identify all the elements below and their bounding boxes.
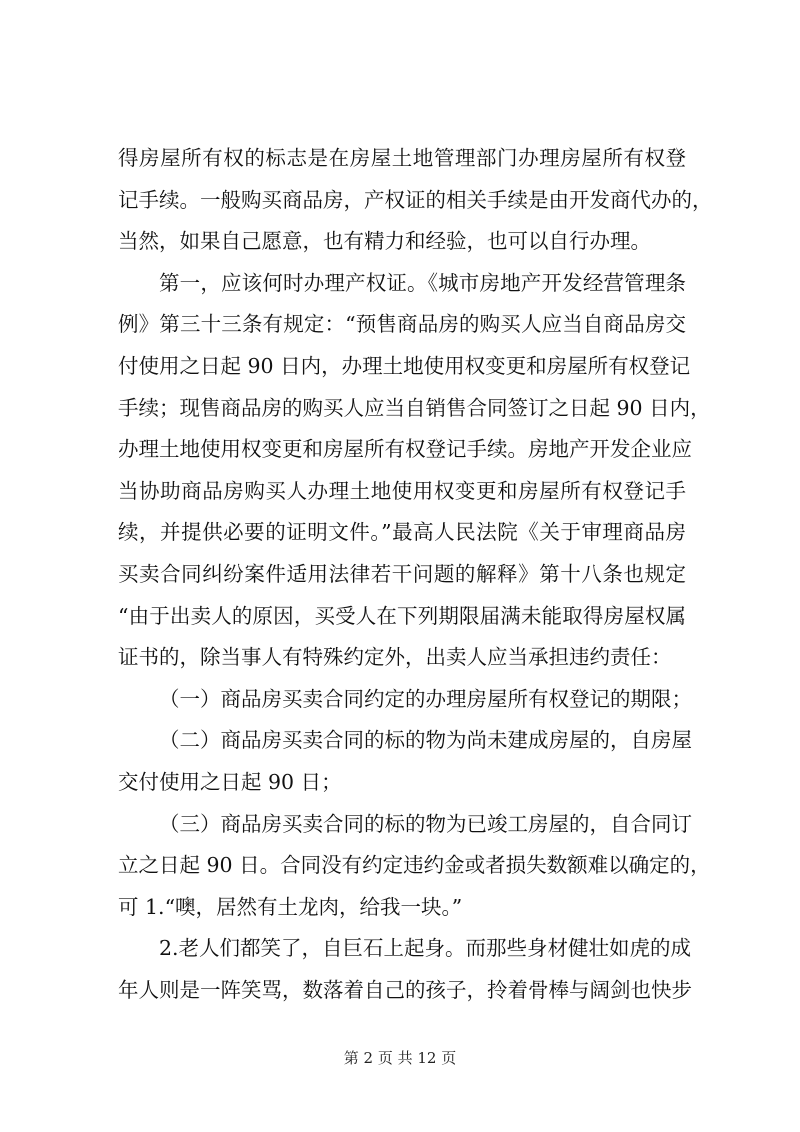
body-text	[118, 138, 713, 1011]
text-line: 证书的，除当事人有特殊约定外，出卖人应当承担违约责任：	[118, 645, 672, 670]
text-line: 记手续。一般购买商品房，产权证的相关手续是由开发商代办的，	[118, 187, 713, 212]
text-line: 2.老人们都笑了，自巨石上起身。而那些身材健壮如虎的成	[159, 936, 692, 961]
text-line: 交付使用之日起 90 日；	[118, 769, 342, 794]
text-line: 买卖合同纠纷案件适用法律若干问题的解释》第十八条也规定	[118, 561, 686, 586]
text-line: 得房屋所有权的标志是在房屋土地管理部门办理房屋所有权登	[118, 146, 686, 170]
text-line: （二）商品房买卖合同的标的物为尚未建成房屋的，自房屋	[159, 728, 692, 753]
text-line: 第一，应该何时办理产权证。《城市房地产开发经营管理条	[159, 270, 686, 295]
text-line: 可 1.“噢，居然有土龙肉，给我一块。”	[118, 894, 463, 919]
text-line: 付使用之日起 90 日内，办理土地使用权变更和房屋所有权登记	[118, 353, 691, 378]
text-line: 例》第三十三条有规定：“预售商品房的购买人应当自商品房交	[118, 312, 686, 337]
text-line: 手续；现售商品房的购买人应当自销售合同签订之日起 90 日内，	[118, 395, 711, 420]
text-line: 办理土地使用权变更和房屋所有权登记手续。房地产开发企业应	[118, 437, 692, 462]
text-line: （一）商品房买卖合同约定的办理房屋所有权登记的期限；	[159, 686, 692, 711]
text-line: 立之日起 90 日。合同没有约定违约金或者损失数额难以确定的，	[118, 853, 711, 878]
text-line: （三）商品房买卖合同的标的物为已竣工房屋的，自合同订	[159, 811, 692, 836]
page-footer: 第 2 页 共 12 页	[343, 1049, 457, 1067]
text-line: 年人则是一阵笑骂，数落着自己的孩子，拎着骨棒与阔剑也快步	[118, 977, 692, 1002]
text-line: 续，并提供必要的证明文件。”最高人民法院《关于审理商品房	[118, 520, 686, 545]
text-line: “由于出卖人的原因，买受人在下列期限届满未能取得房屋权属	[118, 603, 686, 628]
text-line: 当协助商品房购买人办理土地使用权变更和房屋所有权登记手	[118, 478, 686, 503]
text-line: 当然，如果自己愿意，也有精力和经验，也可以自行办理。	[118, 229, 651, 254]
